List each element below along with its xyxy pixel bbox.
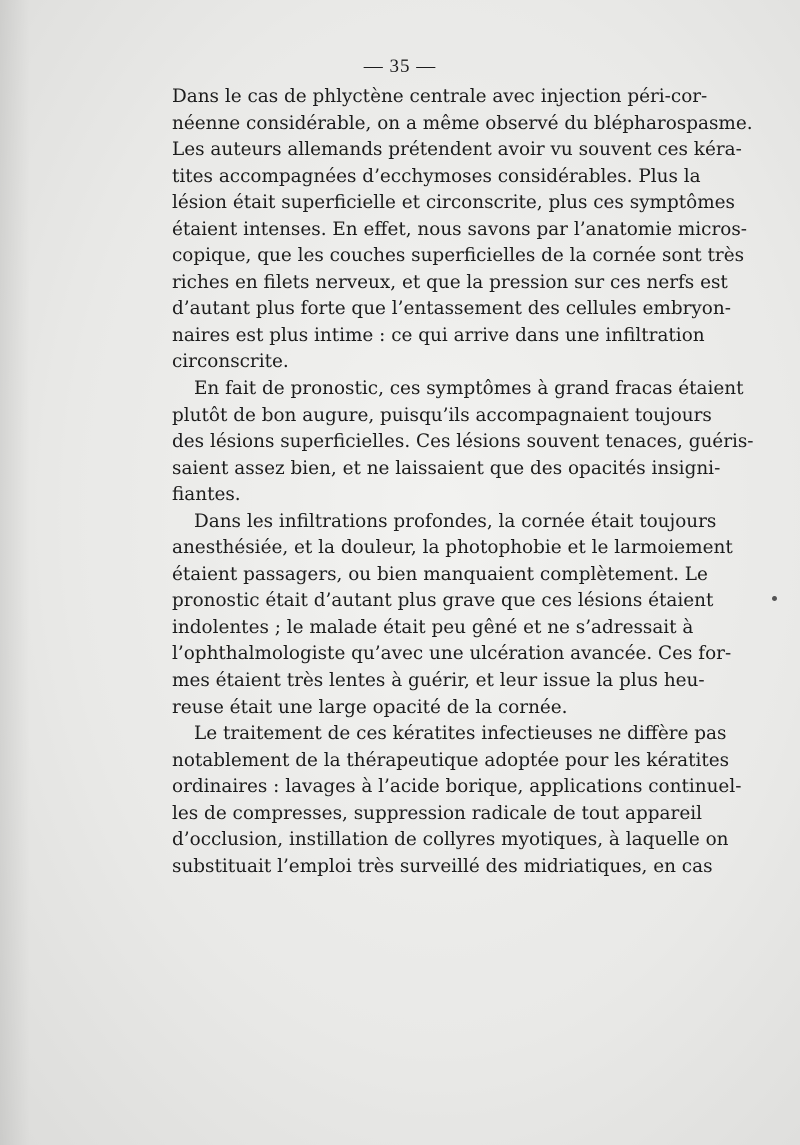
text-line: circonscrite. bbox=[172, 351, 289, 373]
text-line: néenne considérable, on a même observé du blépharospasme. bbox=[172, 112, 753, 134]
text-line: Les auteurs allemands prétendent avoir vu souvent ces kéra- bbox=[172, 139, 742, 161]
text-line: plutôt de bon augure, puisqu’ils accompagnaient toujours bbox=[172, 404, 712, 426]
text-line: indolentes ; le malade était peu gêné et ne s’adressait à bbox=[172, 616, 694, 638]
text-line: fiantes. bbox=[172, 484, 241, 506]
text-line: substituait l’emploi très surveillé des midriatiques, en cas bbox=[172, 855, 713, 877]
text-line: lésion était superficielle et circonscrite, plus ces symptômes bbox=[172, 192, 735, 214]
page-number: — 35 — bbox=[363, 56, 437, 77]
text-line: notablement de la thérapeutique adoptée pour les kératites bbox=[172, 749, 730, 771]
text-line: naires est plus intime : ce qui arrive dans une infiltration bbox=[172, 324, 705, 346]
text-line: reuse était une large opacité de la cornée. bbox=[172, 696, 568, 718]
body-text bbox=[172, 84, 754, 880]
text-line: ordinaires : lavages à l’acide borique, applications continuel- bbox=[172, 776, 742, 798]
text-line: Dans le cas de phlyctène centrale avec injection péri-cor- bbox=[172, 86, 708, 107]
text-line: Le traitement de ces kératites infectieuses ne diffère pas bbox=[194, 723, 727, 745]
text-line: copique, que les couches superficielles de la cornée sont très bbox=[172, 245, 745, 267]
text-line: tites accompagnées d’ecchymoses considérables. Plus la bbox=[172, 165, 701, 187]
text-line: étaient passagers, ou bien manquaient complètement. Le bbox=[172, 563, 708, 585]
paragraph-2 bbox=[172, 376, 754, 509]
paragraph-3 bbox=[172, 509, 733, 721]
paragraph-1 bbox=[172, 84, 753, 376]
text-line: l’ophthalmologiste qu’avec une ulcération avancée. Ces for- bbox=[172, 643, 732, 665]
text-line: étaient intenses. En effet, nous savons par l’anatomie micros- bbox=[172, 218, 747, 240]
text-line: anesthésiée, et la douleur, la photophobie et le larmoiement bbox=[172, 537, 733, 559]
text-line: d’autant plus forte que l’entassement des cellules embryon- bbox=[172, 298, 731, 320]
ink-speck-mark bbox=[772, 596, 777, 601]
text-line: des lésions superficielles. Ces lésions souvent tenaces, guéris- bbox=[172, 431, 754, 453]
text-line: les de compresses, suppression radicale de tout appareil bbox=[172, 802, 702, 824]
text-line: Dans les infiltrations profondes, la cornée était toujours bbox=[194, 510, 717, 532]
text-line: pronostic était d’autant plus grave que ces lésions étaient bbox=[172, 590, 714, 612]
text-line: saient assez bien, et ne laissaient que des opacités insigni- bbox=[172, 457, 721, 479]
text-line: d’occlusion, instillation de collyres myotiques, à laquelle on bbox=[172, 829, 729, 851]
page-edge-shadow bbox=[0, 0, 30, 1145]
text-line: En fait de pronostic, ces symptômes à grand fracas étaient bbox=[194, 378, 744, 400]
paragraph-4 bbox=[172, 721, 742, 880]
text-line: riches en filets nerveux, et que la pression sur ces nerfs est bbox=[172, 271, 728, 293]
text-line: mes étaient très lentes à guérir, et leur issue la plus heu- bbox=[172, 670, 705, 692]
